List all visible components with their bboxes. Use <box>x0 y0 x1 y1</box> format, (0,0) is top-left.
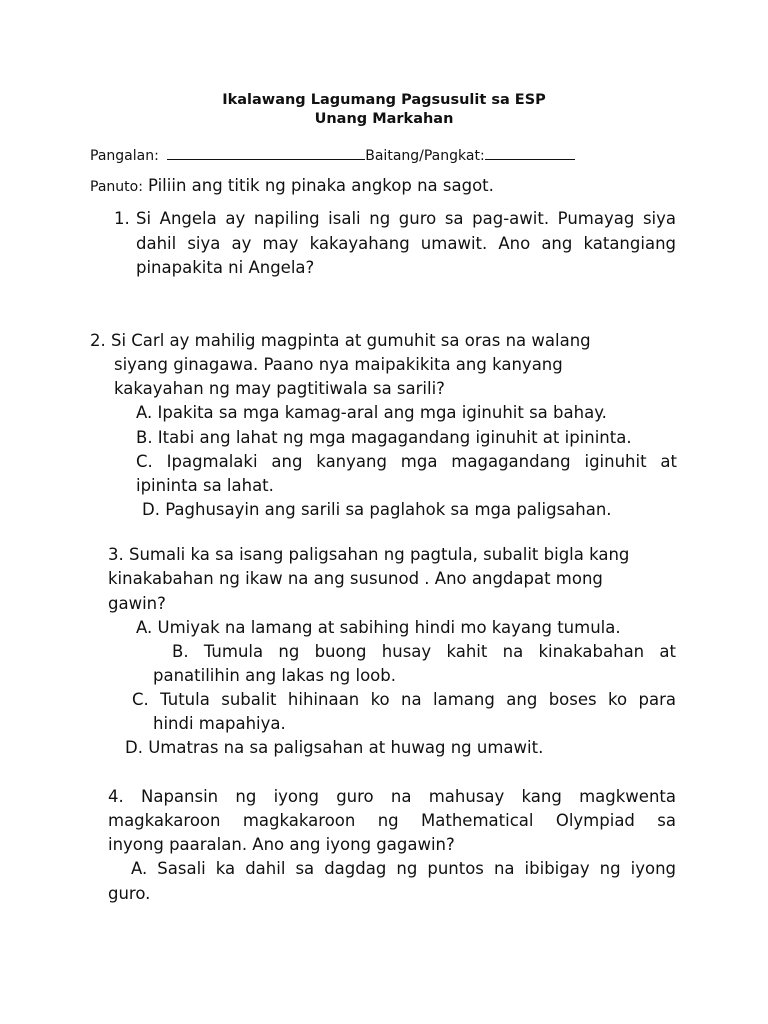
name-row <box>90 147 575 164</box>
name-label: Pangalan: <box>90 148 159 164</box>
q4-choice-a-line-1: A. Sasali ka dahil sa dagdag ng puntos na ibibigay ng iyong <box>131 859 676 878</box>
directions-label: Panuto: <box>90 179 143 195</box>
q2-choice-b: B. Itabi ang lahat ng mga magagandang iginuhit at ipininta. <box>136 428 632 447</box>
q1-line-3: pinapakita ni Angela? <box>136 258 315 277</box>
q3-line-1: 3. Sumali ka sa isang paligsahan ng pagtula, subalit bigla kang <box>108 545 630 564</box>
q4-choice-a-line-2: guro. <box>108 884 151 903</box>
directions <box>90 176 494 195</box>
q3-choice-c-line-1: C. Tutula subalit hihinaan ko na lamang ang boses ko para <box>132 690 676 709</box>
q2-choice-a: A. Ipakita sa mga kamag-aral ang mga iginuhit sa bahay. <box>136 403 607 422</box>
q1-line-1: Si Angela ay napiling isali ng guro sa pag-awit. Pumayag siya <box>136 209 676 228</box>
q1-number: 1. <box>114 209 130 228</box>
title-line-1: Ikalawang Lagumang Pagsusulit sa ESP <box>222 92 546 108</box>
directions-text: Piliin ang titik ng pinaka angkop na sagot. <box>148 176 494 195</box>
q1-line-2: dahil siya ay may kakayahang umawit. Ano ang katangiang <box>136 234 676 253</box>
grade-label: Baitang/Pangkat: <box>365 148 485 164</box>
q3-line-2: kinakabahan ng ikaw na ang susunod . Ano angdapat mong <box>108 569 603 588</box>
q3-choice-a: A. Umiyak na lamang at sabihing hindi mo kayang tumula. <box>136 618 621 637</box>
q2-line-2: siyang ginagawa. Paano nya maipakikita ang kanyang <box>114 355 563 374</box>
q4-line-2: magkakaroon magkakaroon ng Mathematical Olympiad sa <box>108 811 676 830</box>
q4-line-1: 4. Napansin ng iyong guro na mahusay kang magkwenta <box>108 787 676 806</box>
q2-choice-c-line-1: C. Ipagmalaki ang kanyang mga magagandang iginuhit at <box>136 452 677 471</box>
q4-line-3: inyong paaralan. Ano ang iyong gagawin? <box>108 835 455 854</box>
name-blank[interactable] <box>167 147 365 160</box>
q3-choice-d: D. Umatras na sa paligsahan at huwag ng umawit. <box>125 738 544 757</box>
q3-choice-b-line-2: panatilihin ang lakas ng loob. <box>153 666 396 685</box>
q3-choice-c-line-2: hindi mapahiya. <box>153 714 286 733</box>
q2-line-1: 2. Si Carl ay mahilig magpinta at gumuhit sa oras na walang <box>90 331 591 350</box>
q2-choice-d: D. Paghusayin ang sarili sa paglahok sa mga paligsahan. <box>142 500 612 519</box>
q3-choice-b-line-1: B. Tumula ng buong husay kahit na kinakabahan at <box>172 642 676 661</box>
q2-choice-c-line-2: ipininta sa lahat. <box>136 476 274 495</box>
title-line-2: Unang Markahan <box>314 111 454 127</box>
q3-line-3: gawin? <box>108 594 166 613</box>
q2-line-3: kakayahan ng may pagtitiwala sa sarili? <box>114 379 445 398</box>
grade-blank[interactable] <box>485 147 575 160</box>
